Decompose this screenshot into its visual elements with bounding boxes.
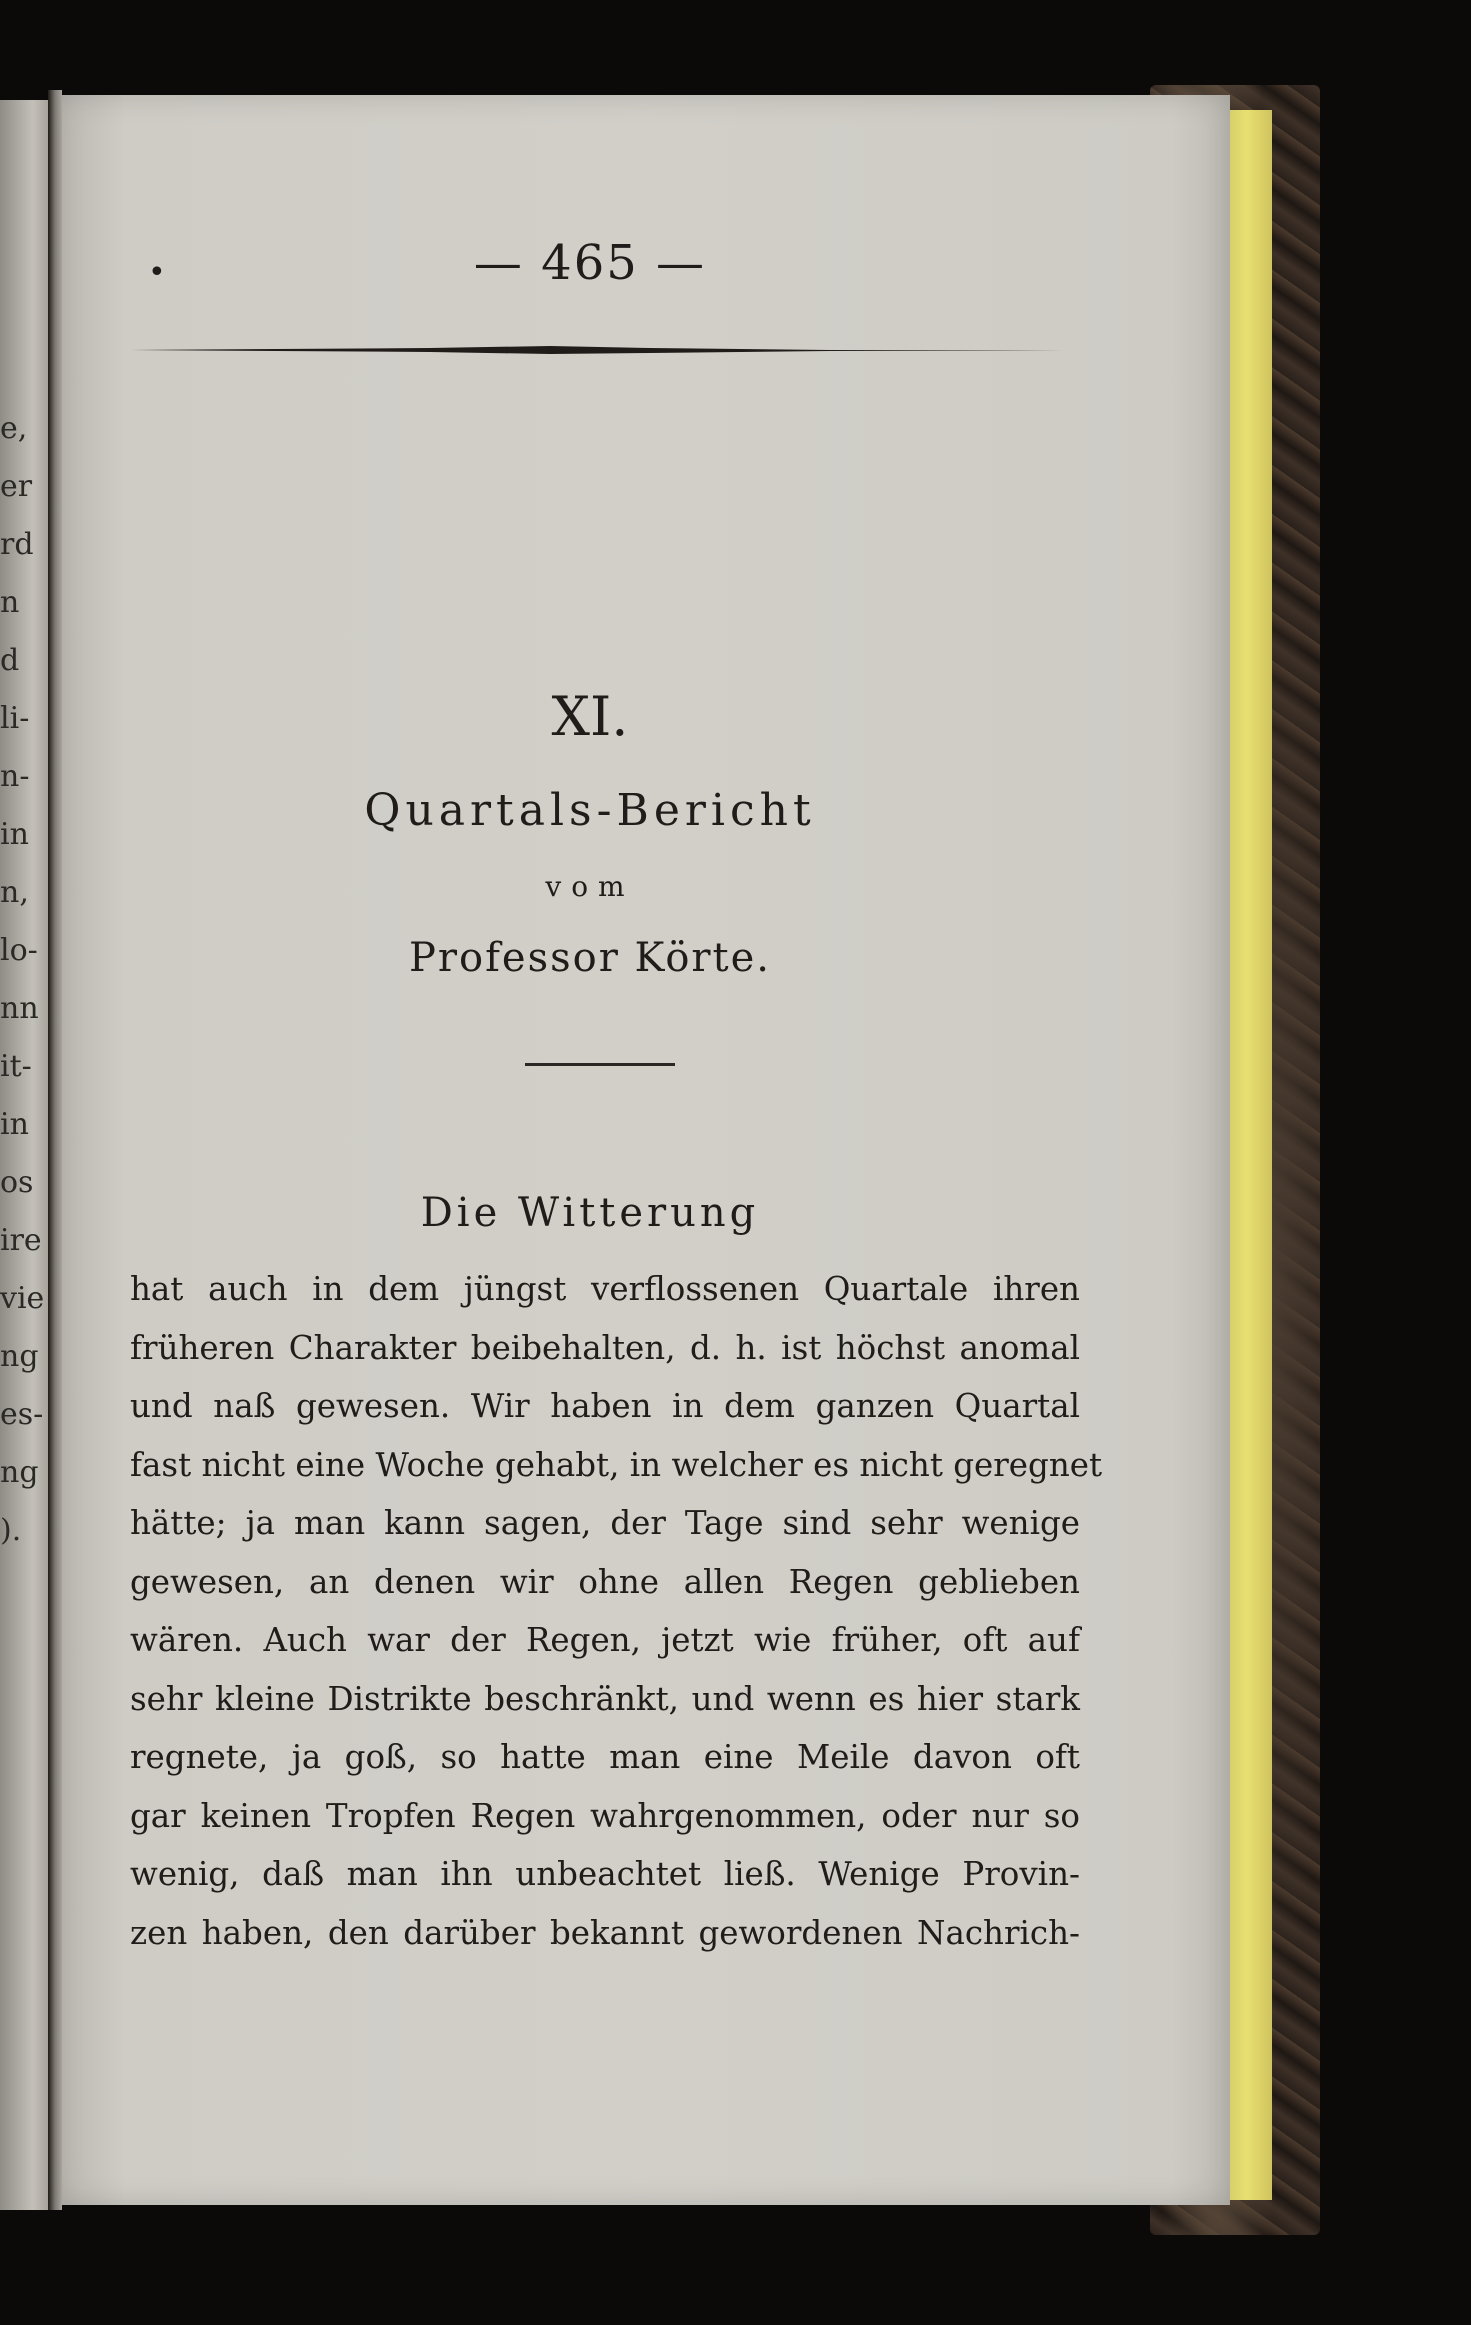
body-line: wären. Auch war der Regen, jetzt wie früher, oft auf [130,1621,1080,1659]
body-line: hat auch in dem jüngst verflossenen Quartale ihren [130,1270,1080,1308]
header-rule [130,345,1065,355]
page-number: — 465 — [473,235,707,291]
title-divider [525,1063,675,1066]
body-line: hätte; ja man kann sagen, der Tage sind sehr wenige [130,1504,1080,1542]
ink-dot: • [148,255,166,290]
author: Professor Körte. [408,935,772,981]
body-line: gewesen, an denen wir ohne allen Regen geblieben [130,1562,1080,1601]
left-page-text-fragments: e, er rd n d li- n- in n, lo- nn it- in os ire vie ng es- ng ). [0,411,45,1548]
body-line: sehr kleine Distrikte beschränkt, und wenn es hier stark [130,1679,1080,1718]
chapter-number: XI. [551,685,629,748]
left-page [0,100,55,2210]
body-line: gar keinen Tropfen Regen wahrgenommen, oder nur so [130,1796,1080,1835]
body-line: fast nicht eine Woche gehabt, in welcher es nicht geregnet [130,1445,1103,1484]
body-line: und naß gewesen. Wir haben in dem ganzen Quartal [130,1387,1080,1425]
page-content [130,95,1103,2195]
section-heading: Die Witterung [420,1190,760,1236]
body-line: zen haben, den darüber bekannt gewordenen Nachrich- [130,1913,1080,1952]
page-edge-yellow [1230,110,1272,2200]
body-line: früheren Charakter beibehalten, d. h. ist höchst anomal [130,1328,1080,1367]
byline: vom [545,870,635,903]
book-gutter [48,90,62,2210]
body-line: wenig, daß man ihn unbeachtet ließ. Wenige Provin- [130,1855,1080,1893]
body-line: regnete, ja goß, so hatte man eine Meile davon oft [130,1738,1080,1776]
body-text [130,1260,1103,1962]
chapter-title: Quartals-Bericht [364,785,816,836]
